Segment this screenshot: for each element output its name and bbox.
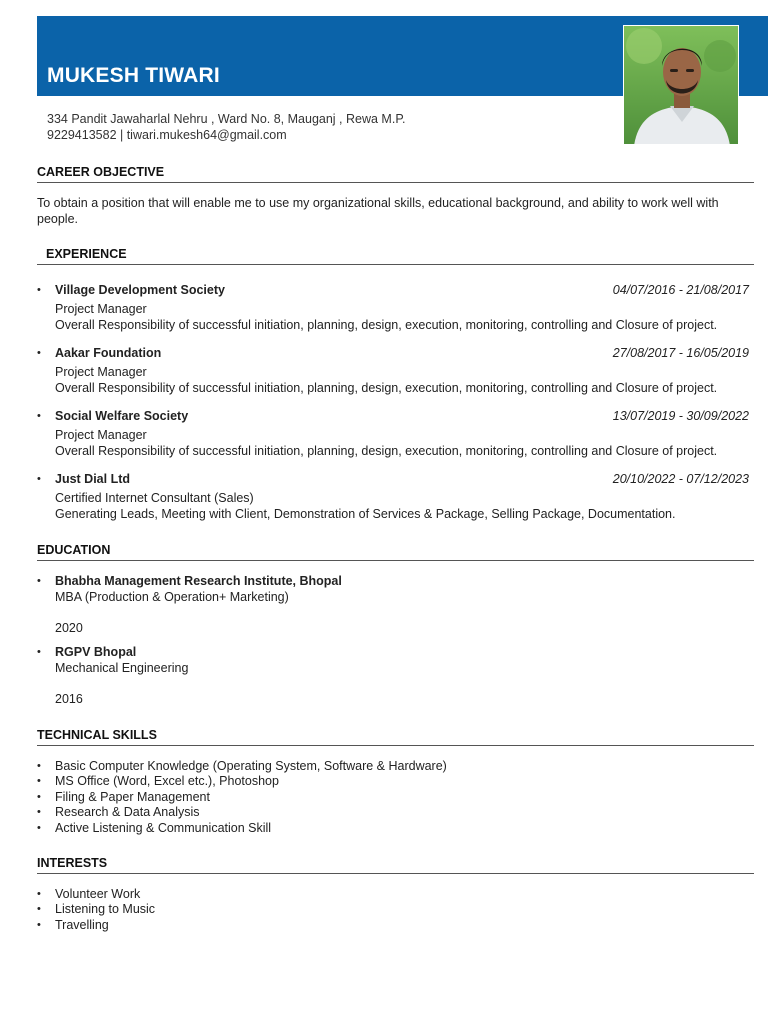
experience-organization: Village Development Society [55,283,225,297]
education-year: 2016 [55,692,83,706]
experience-role: Project Manager [55,365,147,379]
interest-text: Listening to Music [55,902,156,917]
interest-text: Travelling [55,917,109,932]
list-item [37,887,737,902]
skill-text: MS Office (Word, Excel etc.), Photoshop [55,774,279,789]
bullet: • [37,410,41,422]
candidate-name: MUKESH TIWARI [47,64,220,87]
education-degree: MBA (Production & Operation+ Marketing) [55,590,289,604]
list-item [37,774,737,789]
section-title-technical-skills: TECHNICAL SKILLS [37,728,754,746]
list-item [37,821,737,836]
profile-photo [623,25,739,145]
experience-role: Project Manager [55,302,147,316]
bullet: • [37,806,41,819]
bullet: • [37,284,41,296]
skill-text: Filing & Paper Management [55,789,210,804]
education-item [37,574,737,638]
bullet: • [37,347,41,359]
list-item [37,759,737,774]
bullet: • [37,790,41,803]
skill-text: Active Listening & Communication Skill [55,820,272,835]
bullet: • [37,888,41,900]
education-degree: Mechanical Engineering [55,661,189,675]
experience-organization: Aakar Foundation [55,346,162,360]
career-objective-text: To obtain a position that will enable me to use my organizational skills, educational background, and ability to work well with people. [37,196,719,226]
experience-item [37,283,757,335]
skill-text: Research & Data Analysis [55,805,200,820]
experience-description: Overall Responsibility of successful initiation, planning, design, execution, monitoring, controlling and Closure of project. [55,444,718,458]
technical-skills-list [37,759,737,836]
education-year: 2020 [55,621,83,635]
bullet: • [37,646,41,658]
bullet: • [37,918,41,931]
list-item [37,918,737,933]
experience-description: Overall Responsibility of successful initiation, planning, design, execution, monitoring, controlling and Closure of project. [55,381,718,395]
bullet: • [37,821,41,834]
education-institution: RGPV Bhopal [55,645,137,659]
experience-organization: Social Welfare Society [55,409,189,423]
bullet: • [37,473,41,485]
bullet: • [37,575,41,587]
experience-item [37,472,757,524]
address: 334 Pandit Jawaharlal Nehru , Ward No. 8, Mauganj , Rewa M.P. [47,112,406,126]
list-item [37,902,737,917]
experience-dates: 04/07/2016 - 21/08/2017 [612,283,749,297]
bullet: • [37,760,41,772]
profile-photo-image [624,26,739,145]
list-item [37,805,737,820]
section-title-education: EDUCATION [37,543,754,561]
bullet: • [37,775,41,788]
experience-role: Certified Internet Consultant (Sales) [55,491,254,505]
experience-description: Overall Responsibility of successful initiation, planning, design, execution, monitoring, controlling and Closure of project. [55,318,718,332]
contact-block [47,111,406,143]
interest-text: Volunteer Work [55,887,141,901]
phone-email: 9229413582 | tiwari.mukesh64@gmail.com [47,128,287,142]
section-title-interests: INTERESTS [37,856,754,874]
experience-item [37,409,757,461]
skill-text: Basic Computer Knowledge (Operating System, Software & Hardware) [55,759,447,773]
experience-description: Generating Leads, Meeting with Client, Demonstration of Services & Package, Selling Package, Documentation. [55,507,676,521]
experience-dates: 20/10/2022 - 07/12/2023 [612,472,749,486]
education-institution: Bhabha Management Research Institute, Bhopal [55,574,342,588]
bullet: • [37,903,41,916]
experience-organization: Just Dial Ltd [55,472,131,486]
section-title-experience: EXPERIENCE [37,247,754,265]
experience-dates: 27/08/2017 - 16/05/2019 [612,346,749,360]
list-item [37,790,737,805]
experience-dates: 13/07/2019 - 30/09/2022 [612,409,749,423]
education-item [37,645,737,709]
interests-list [37,887,737,933]
experience-role: Project Manager [55,428,147,442]
section-title-career-objective: CAREER OBJECTIVE [37,165,754,183]
experience-item [37,346,757,398]
